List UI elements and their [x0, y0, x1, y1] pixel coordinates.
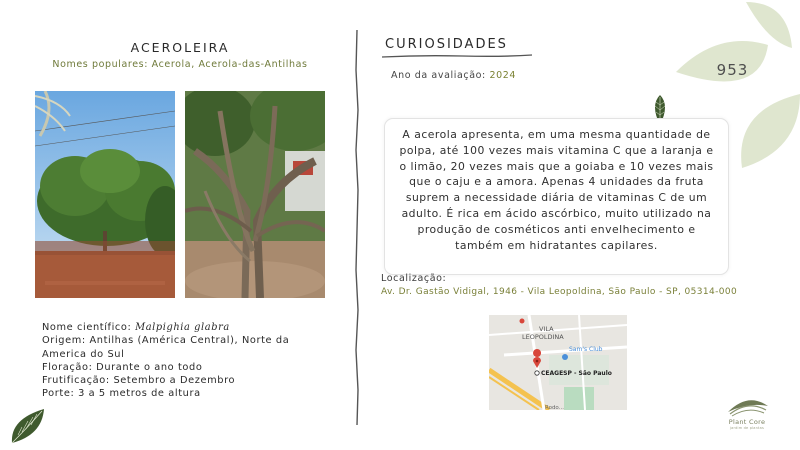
map-place-label: CEAGESP - São Paulo [541, 370, 612, 377]
plant-name: ACEROLEIRA [130, 40, 230, 55]
curiosities-title: CURIOSIDADES [385, 37, 508, 52]
plant-number: 953 [716, 61, 749, 79]
map-district-label-2: LEOPOLDINA [522, 333, 564, 341]
brand-name: Plant Core [728, 418, 766, 426]
curiosities-text: A acerola apresenta, em uma mesma quantidade de polpa, até 100 vezes mais vitamina C que a laranja e o limão, 20 vezes mais que a goiaba e 10 vezes mais que o caju e a amora. Apenas 4 unidades da fruta suprem a necessidade diária de vitaminas C de um adulto. É rica em ácido ascórbico, muito utilizado na produção de cosméticos anti envelhecimento e também em hidratantes capilares. [399, 128, 714, 252]
shopping-icon [562, 354, 568, 360]
fruiting: Frutificação: Setembro a Dezembro [42, 375, 236, 387]
popular-names: Nomes populares: Acerola, Acerola-das-Antilhas [52, 59, 308, 70]
map-road-label: Rodo... [545, 405, 564, 410]
location-label: Localização: [381, 273, 447, 284]
vertical-divider [352, 30, 362, 425]
origin: Origem: Antilhas (América Central), Norte da America do Sul [42, 335, 290, 360]
curiosities-text-box [384, 118, 729, 275]
brand-tagline: jardim de plantas [730, 426, 764, 430]
plant-size: Porte: 3 a 5 metros de altura [42, 388, 201, 400]
brand-logo-icon [718, 392, 778, 437]
scientific-name: Malpighia glabra [135, 322, 230, 333]
plant-photo-bush [35, 91, 175, 298]
map-district-label: VILA [539, 325, 554, 333]
location-map[interactable] [489, 315, 627, 410]
scientific-name-line: Nome científico: Malpighia glabra [42, 322, 230, 333]
map-poi-label: Sam's Club [569, 346, 603, 353]
location-address[interactable]: Av. Dr. Gastão Vidigal, 1946 - Vila Leopoldina, São Paulo - SP, 05314-000 [381, 287, 738, 297]
flowering: Floração: Durante o ano todo [42, 361, 203, 373]
plant-info [42, 321, 312, 401]
evaluation-year: Ano da avaliação: 2024 [391, 70, 517, 81]
plant-photo-trunk [185, 91, 325, 298]
map-poi-icon [520, 319, 525, 324]
leaf-decoration-icon [8, 405, 48, 445]
title-underline [382, 52, 532, 60]
